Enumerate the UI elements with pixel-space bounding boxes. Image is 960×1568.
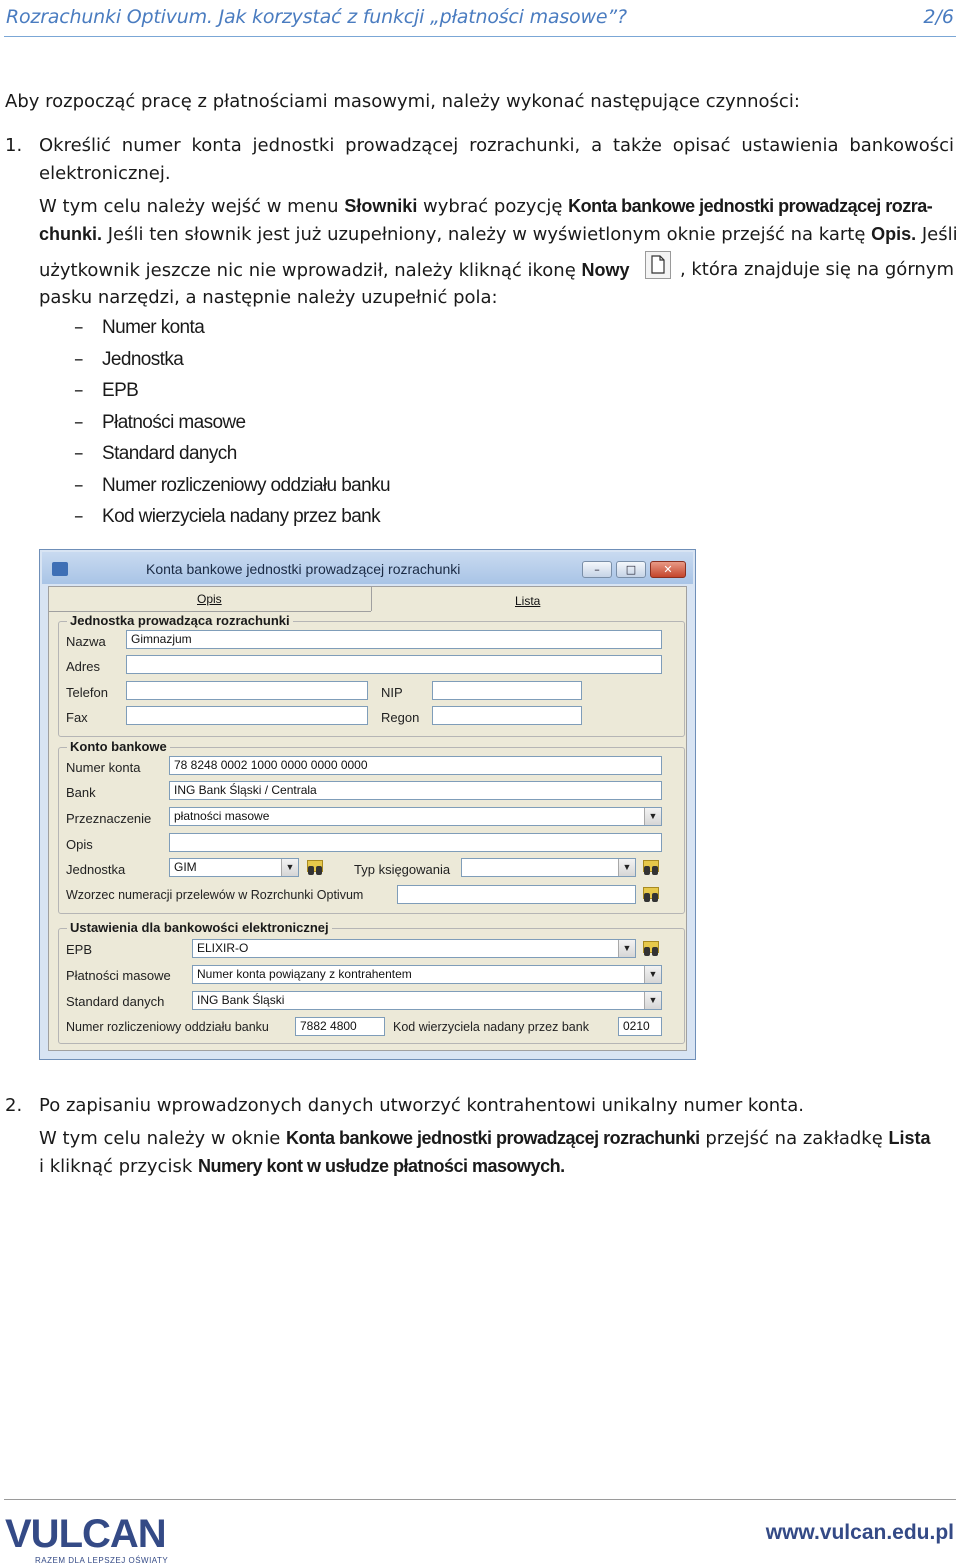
window-client [48,586,687,1051]
standard-danych-select[interactable]: ING Bank Śląski ▼ [192,991,662,1010]
chevron-down-icon[interactable]: ▼ [644,992,661,1009]
binoculars-icon[interactable] [641,858,661,878]
nip-field[interactable] [432,681,582,700]
label-platnosci-masowe: Płatności masowe [66,968,171,983]
label-numer-rozliczeniowy: Numer rozliczeniowy oddziału banku [66,1020,269,1034]
regon-field[interactable] [432,706,582,725]
new-document-icon [645,251,671,279]
bullet-item: – Numer rozliczeniowy oddziału banku [74,474,390,496]
tab-opis-ref: Opis. [871,224,917,244]
telefon-field[interactable] [126,681,368,700]
label-typ-ksiegowania: Typ księgowania [354,862,451,877]
window-titlebar [42,552,693,584]
chevron-down-icon[interactable]: ▼ [618,859,635,876]
platnosci-masowe-select[interactable]: Numer konta powiązany z kontrahentem ▼ [192,965,662,984]
footer-url[interactable]: www.vulcan.edu.pl [765,1521,954,1544]
step2-line3: i kliknąć przycisk Numery kont w usłudze płatności masowych. [39,1152,565,1181]
step1-para4: pasku narzędzi, a następnie należy uzupełnić pola: [39,287,498,308]
page-number: 2/6 [923,6,954,28]
numer-rozliczeniowy-field[interactable]: 7882 4800 [295,1017,385,1036]
label-opis: Opis [66,837,93,852]
accounts-window [39,549,696,1060]
jednostka-select[interactable]: GIM ▼ [169,858,299,877]
label-bank: Bank [66,785,96,800]
opis-field[interactable] [169,833,662,852]
numer-konta-field[interactable]: 78 8248 0002 1000 0000 0000 0000 [169,756,662,775]
binoculars-icon[interactable] [305,858,325,878]
step2-number: 2. [5,1095,23,1116]
step1-para3: użytkownik jeszcze nic nie wprowadził, należy kliknąć ikonę Nowy [39,256,630,285]
window-name-ref: Konta bankowe jednostki prowadzącej rozrachunki [286,1128,700,1148]
step1-line2: elektronicznej. [39,163,171,184]
page-header [4,2,956,37]
tab-lista-ref: Lista [888,1128,931,1148]
label-numer-konta: Numer konta [66,760,141,775]
step1-para1: W tym celu należy wejść w menu Słowniki wybrać pozycję Konta bankowe jednostki prowadzącej rozra- [39,192,954,221]
label-jednostka: Jednostka [66,862,126,877]
nowy-ref: Nowy [581,260,630,280]
chevron-down-icon[interactable]: ▼ [644,966,661,983]
label-adres: Adres [66,659,100,674]
intro-text: Aby rozpocząć pracę z płatnościami masowymi, należy wykonać następujące czynności: [5,91,800,112]
vulcan-logo: VULCAN RAZEM DLA LEPSZEJ OŚWIATY [5,1512,169,1565]
group-bank-account: Konto bankowe [58,747,685,914]
maximize-button[interactable]: □ [616,561,646,578]
label-wzorzec: Wzorzec numeracji przelewów w Rozrchunki Optivum [66,888,364,902]
group-e-banking: Ustawienia dla bankowości elektronicznej [58,928,685,1044]
label-regon: Regon [381,710,420,725]
step1-para2: chunki. Jeśli ten słownik jest już uzupełniony, należy w wyświetlonym oknie przejść na kartę Opis. Jeśli [39,220,954,249]
group-unit: Jednostka prowadząca rozrachunki [58,621,685,737]
tab-opis[interactable]: Opis [49,587,371,612]
bank-field[interactable]: ING Bank Śląski / Centrala [169,781,662,800]
step2-line2: W tym celu należy w oknie Konta bankowe jednostki prowadzącej rozrachunki przejść na zakładkę Lista [39,1124,954,1153]
label-nip: NIP [381,685,403,700]
step1-para3b: , która znajduje się na górnym [679,259,954,280]
close-button[interactable]: ✕ [650,561,686,578]
label-fax: Fax [66,710,88,725]
label-kod-wierzyciela: Kod wierzyciela nadany przez bank [393,1020,589,1034]
bullet-item: – Płatności masowe [74,411,246,433]
label-standard-danych: Standard danych [66,994,165,1009]
window-title: Konta bankowe jednostki prowadzącej rozrachunki [146,561,461,577]
adres-field[interactable] [126,655,662,674]
bullet-item: – Jednostka [74,348,184,370]
przeznaczenie-select[interactable]: płatności masowe ▼ [169,807,662,826]
label-telefon: Telefon [66,685,108,700]
chevron-down-icon[interactable]: ▼ [281,859,298,876]
label-przeznaczenie: Przeznaczenie [66,811,152,826]
menu-konta-bankowe: Konta bankowe jednostki prowadzącej rozra- [568,196,933,216]
step1-line1: Określić numer konta jednostki prowadzącej rozrachunki, a także opisać ustawienia bankowości [39,135,954,156]
minimize-button[interactable]: – [582,561,612,578]
footer-divider [4,1499,956,1500]
bullet-item: – Kod wierzyciela nadany przez bank [74,505,381,527]
bullet-item: – Numer konta [74,316,205,338]
epb-select[interactable]: ELIXIR-O ▼ [192,939,636,958]
step1-number: 1. [5,135,23,156]
label-epb: EPB [66,942,93,957]
menu-slowniki: Słowniki [344,196,418,216]
wzorzec-field[interactable] [397,885,636,904]
kod-wierzyciela-field[interactable]: 0210 [618,1017,662,1036]
binoculars-icon[interactable] [641,885,661,905]
typ-ksiegowania-select[interactable] [461,858,636,877]
bullet-item: – EPB [74,379,139,401]
nazwa-field[interactable]: Gimnazjum [126,630,662,649]
step2-line1: Po zapisaniu wprowadzonych danych utworzyć kontrahentowi unikalny numer konta. [39,1095,804,1116]
label-nazwa: Nazwa [66,634,106,649]
bullet-item: – Standard danych [74,442,237,464]
document-title: Rozrachunki Optivum. Jak korzystać z funkcji „płatności masowe”? [6,6,627,28]
fax-field[interactable] [126,706,368,725]
chevron-down-icon[interactable]: ▼ [618,940,635,957]
app-icon [52,562,68,576]
binoculars-icon[interactable] [641,939,661,959]
tab-lista[interactable]: Lista [515,594,541,608]
chevron-down-icon[interactable]: ▼ [644,808,661,825]
button-ref: Numery kont w usłudze płatności masowych. [197,1156,565,1176]
